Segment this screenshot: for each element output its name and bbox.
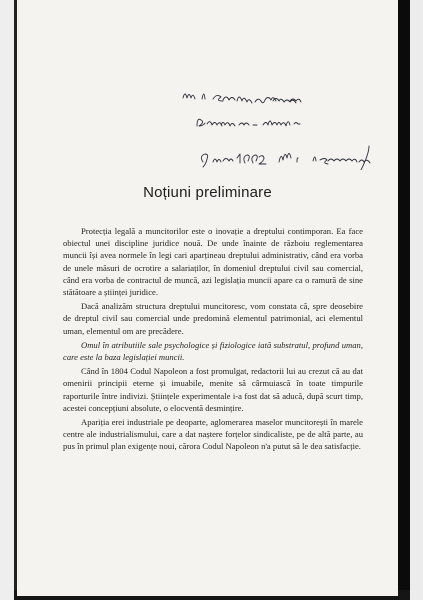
paragraph-2: Dacă analizăm structura dreptului muncitoresc, vom constata că, spre deosebire de dreptul civil sau comercial unde predomină elementul patrimonial, aci elementul uman, elementul om are precădere.	[63, 301, 363, 336]
handwritten-dedication	[17, 0, 398, 170]
chapter-title: Noțiuni preliminare	[143, 184, 272, 201]
handwriting-strokes	[17, 0, 398, 170]
book-cover-edge	[398, 0, 410, 598]
paragraph-5: Apariția erei industriale pe deoparte, aglomerarea maselor muncitorești în marele centre ale industrialismului, care a dat naștere forțelor sindicaliste, pe de altă parte, au pus în primul plan exigențe noui, cărora Codul Napoleon n'a putut să le dea satisfacție.	[63, 417, 363, 452]
paragraph-3-italic: Omul în atributiile sale psychologice și fiziologice iată substratul, profund uman, care este la baza legislației muncii.	[63, 339, 363, 363]
paragraph-1: Protecția legală a muncitorilor este o inovație a dreptului contimporan. Ea face obiectul unei discipline juridice nouă. De unde înainte de războiu reglementarea muncii își avea normele în legi cari aparțineau dreptului administrativ, când era vorba de unele măsuri de ocrotire a salariaților, în domeniul dreptului civil sau comercial, când era vorba de contractul de muncă, azi legislația muncii apare ca o ramură de sine stătătoare a științei juridice.	[63, 226, 363, 298]
left-background	[0, 0, 14, 600]
book-page	[17, 0, 398, 596]
body-text	[63, 225, 363, 455]
paragraph-4: Când în 1804 Codul Napoleon a fost promulgat, redactorii lui au crezut că au dat omenirii principii eterne și imuabile, menite să cârmuiască în toate timpurile raporturile între indivizi. Științele experimentale i-a fost dat să aducă, după scurt timp, acestei concepțiuni absolute, o elocventă desmințire.	[63, 366, 363, 413]
right-background	[410, 0, 423, 600]
